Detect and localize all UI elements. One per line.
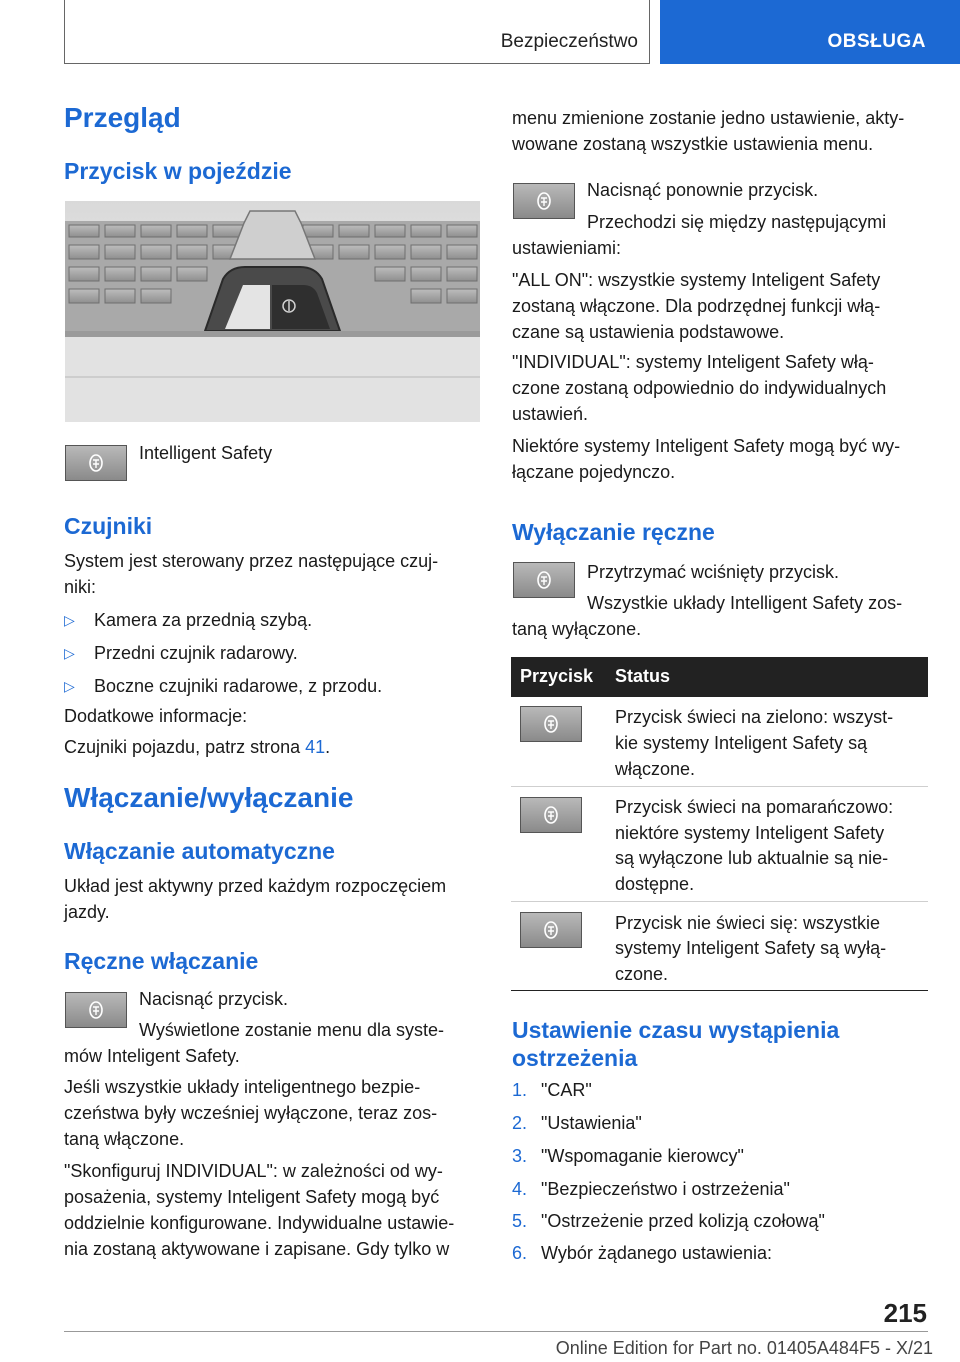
status-table-header xyxy=(511,657,928,697)
table-divider xyxy=(511,786,928,787)
manual-off-line-1: Wszystkie układy Intelligent Safety zos- xyxy=(587,593,903,613)
vehicle-button-photo xyxy=(65,201,480,422)
step-number: 6. xyxy=(512,1243,528,1263)
sensors-reference: Czujniki pojazdu, patrz strona 41. xyxy=(64,737,331,757)
para3-line-3: oddzielnie konfigurowane. Indywidualne ustawie- xyxy=(64,1213,455,1233)
step-number: 4. xyxy=(512,1179,528,1199)
step-text: "Wspomaganie kierowcy" xyxy=(541,1146,744,1166)
sensors-intro-2: niki: xyxy=(64,577,97,597)
manual-on-text-1: Wyświetlone zostanie menu dla syste- xyxy=(139,1020,444,1040)
para2-line-1: Jeśli wszystkie układy inteligentnego bezpie- xyxy=(64,1077,421,1097)
bullet-triangle-icon: ▷ xyxy=(64,678,75,694)
intelligent-safety-icon xyxy=(520,912,582,948)
individual-line-1: "INDIVIDUAL": systemy Inteligent Safety włą- xyxy=(512,352,874,372)
table-row-2-line-3: są wyłączone lub aktualnie są nie- xyxy=(615,848,889,868)
cycle-line-2: ustawieniami: xyxy=(512,238,622,258)
hold-text: Przytrzymać wciśnięty przycisk. xyxy=(587,562,840,582)
step-number: 2. xyxy=(512,1113,528,1133)
table-row-2-line-1: Przycisk świeci na pomarańczowo: xyxy=(615,797,894,817)
table-row-1-line-1: Przycisk świeci na zielono: wszyst- xyxy=(615,707,894,727)
some-line-1: Niektóre systemy Inteligent Safety mogą być wy- xyxy=(512,436,901,456)
individual-line-3: ustawień. xyxy=(512,404,589,424)
intelligent-safety-icon xyxy=(520,797,582,833)
auto-on-text-2: jazdy. xyxy=(64,902,110,922)
table-row-3-line-3: czone. xyxy=(615,964,669,984)
table-row-2-line-2: niektóre systemy Inteligent Safety xyxy=(615,823,885,843)
all-on-line-3: czane są ustawienia podstawowe. xyxy=(512,322,785,342)
list-item: ▷ Boczne czujniki radarowe, z przodu. xyxy=(64,673,464,699)
intelligent-safety-icon xyxy=(520,706,582,742)
manual-press-text: Nacisnąć przycisk. xyxy=(139,989,289,1009)
intelligent-safety-icon xyxy=(65,445,127,481)
step-text: "Ustawienia" xyxy=(541,1113,642,1133)
step-text: "Ostrzeżenie przed kolizją czołową" xyxy=(541,1211,825,1231)
cycle-line-1: Przechodzi się między następującymi xyxy=(587,212,887,232)
step-text: "Bezpieczeństwo i ostrzeżenia" xyxy=(541,1179,790,1199)
page-title: Przegląd xyxy=(64,102,181,133)
step-text: Wybór żądanego ustawienia: xyxy=(541,1243,772,1263)
footer-rule xyxy=(64,1331,928,1332)
col-button-header: Przycisk xyxy=(520,666,594,686)
tab-obsluga[interactable] xyxy=(660,0,960,64)
para3-line-1: "Skonfiguruj INDIVIDUAL": w zależności od wy- xyxy=(64,1161,443,1181)
step-number: 5. xyxy=(512,1211,528,1231)
tab-obsluga-label: OBSŁUGA xyxy=(827,31,926,52)
section-title: Bezpieczeństwo xyxy=(500,31,638,52)
all-on-line-1: "ALL ON": wszystkie systemy Inteligent Safety xyxy=(512,270,881,290)
onoff-heading: Włączanie/wyłączanie xyxy=(64,782,354,813)
table-divider xyxy=(511,901,928,902)
cont-line-2: wowane zostaną wszystkie ustawienia menu. xyxy=(512,134,874,154)
step-number: 3. xyxy=(512,1146,528,1166)
page-number: 215 xyxy=(883,1298,927,1328)
manual-off-line-2: taną wyłączone. xyxy=(512,619,642,639)
bullet-triangle-icon: ▷ xyxy=(64,645,75,661)
list-item: ▷ Przedni czujnik radarowy. xyxy=(64,640,464,666)
more-info-label: Dodatkowe informacje: xyxy=(64,706,248,726)
icon-label: Intelligent Safety xyxy=(139,443,273,463)
para3-line-2: posażenia, systemy Inteligent Safety mogą być xyxy=(64,1187,440,1207)
manual-on-text-2: mów Inteligent Safety. xyxy=(64,1046,240,1066)
auto-on-text-1: Układ jest aktywny przed każdym rozpoczęciem xyxy=(64,876,447,896)
intelligent-safety-icon xyxy=(65,992,127,1028)
sensors-heading: Czujniki xyxy=(64,513,153,539)
press-again-text: Nacisnąć ponownie przycisk. xyxy=(587,180,819,200)
manual-on-heading: Ręczne włączanie xyxy=(64,948,259,974)
manual-off-heading: Wyłączanie ręczne xyxy=(512,519,715,545)
intelligent-safety-icon xyxy=(513,183,575,219)
page-link[interactable]: 41 xyxy=(305,737,326,757)
step-text: "CAR" xyxy=(541,1080,592,1100)
edition-note: Online Edition for Part no. 01405A484F5 - X/21 xyxy=(555,1338,933,1358)
auto-on-heading: Włączanie automatyczne xyxy=(64,838,335,864)
warning-time-heading-2: ostrzeżenia xyxy=(512,1045,638,1071)
table-row-1-line-2: kie systemy Inteligent Safety są xyxy=(615,733,868,753)
col-status-header: Status xyxy=(615,666,671,686)
table-row-1-line-3: włączone. xyxy=(615,759,696,779)
table-row-3-line-1: Przycisk nie świeci się: wszystkie xyxy=(615,913,881,933)
some-line-2: łączane pojedynczo. xyxy=(512,462,676,482)
subsection-heading: Przycisk w pojeździe xyxy=(64,158,292,184)
intelligent-safety-icon xyxy=(513,562,575,598)
para3-line-4: nia zostaną aktywowane i zapisane. Gdy tylko w xyxy=(64,1239,450,1259)
warning-time-heading-1: Ustawienie czasu wystąpienia xyxy=(512,1017,840,1043)
individual-line-2: czone zostaną odpowiednio do indywidualnych xyxy=(512,378,887,398)
all-on-line-2: zostaną włączone. Dla podrzędnej funkcji włą- xyxy=(512,296,881,316)
table-row-3-line-2: systemy Inteligent Safety są wyłą- xyxy=(615,938,887,958)
sensors-intro-1: System jest sterowany przez następujące czuj- xyxy=(64,551,439,571)
cont-line-1: menu zmienione zostanie jedno ustawienie, akty- xyxy=(512,108,905,128)
step-number: 1. xyxy=(512,1080,528,1100)
bullet-triangle-icon: ▷ xyxy=(64,612,75,628)
table-bottom-rule xyxy=(511,990,928,991)
list-item: ▷ Kamera za przednią szybą. xyxy=(64,607,464,633)
para2-line-3: taną włączone. xyxy=(64,1129,185,1149)
para2-line-2: czeństwa były wcześniej wyłączone, teraz zos- xyxy=(64,1103,438,1123)
table-row-2-line-4: dostępne. xyxy=(615,874,695,894)
